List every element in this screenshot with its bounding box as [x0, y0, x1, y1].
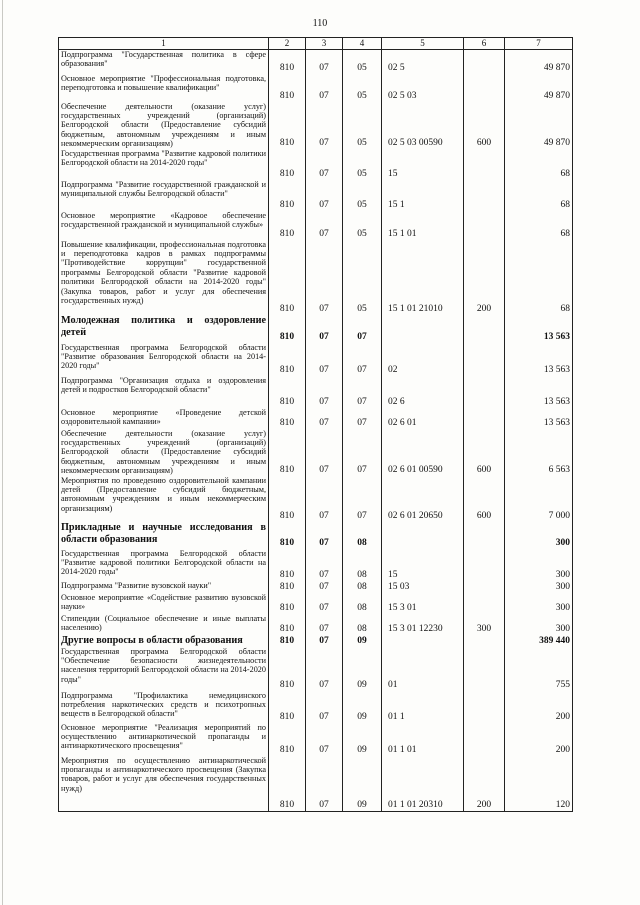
- row-code-target: 02 6 01: [382, 408, 464, 429]
- row-code-subsection: 07: [343, 476, 382, 522]
- table-row: [59, 180, 573, 211]
- table-row: [59, 635, 573, 647]
- row-name: Государственная программа Белгородской области "Развитие образования Белгородской области на 2014-2020 годы": [59, 343, 269, 376]
- row-code-subsection: 05: [343, 180, 382, 211]
- row-code-admin: 810: [269, 614, 306, 635]
- table-row: [59, 211, 573, 240]
- row-code-target: 02 5 03: [382, 74, 464, 102]
- row-amount: 200: [505, 691, 573, 723]
- header-col-6: 6: [464, 38, 505, 50]
- row-code-admin: 810: [269, 315, 306, 343]
- row-code-section: 07: [306, 180, 343, 211]
- budget-table-wrapper: [58, 37, 572, 812]
- row-code-subsection: 08: [343, 522, 382, 549]
- row-code-subsection: 05: [343, 50, 382, 74]
- header-row: [59, 38, 573, 50]
- table-row: [59, 343, 573, 376]
- row-code-subsection: 07: [343, 429, 382, 476]
- row-code-admin: 810: [269, 549, 306, 581]
- row-code-admin: 810: [269, 476, 306, 522]
- row-amount: 49 870: [505, 74, 573, 102]
- row-code-section: 07: [306, 691, 343, 723]
- row-code-expense-type: [464, 149, 505, 180]
- row-name: Основное мероприятие «Проведение детской оздоровительной кампании»: [59, 408, 269, 429]
- row-code-admin: 810: [269, 74, 306, 102]
- row-amount: 68: [505, 149, 573, 180]
- row-code-section: 07: [306, 635, 343, 647]
- row-name: Подпрограмма "Развитие государственной гражданской и муниципальной службы Белгородской области": [59, 180, 269, 211]
- row-code-subsection: 08: [343, 549, 382, 581]
- row-code-admin: 810: [269, 102, 306, 149]
- row-code-section: 07: [306, 74, 343, 102]
- header-col-4: 4: [343, 38, 382, 50]
- row-code-expense-type: [464, 691, 505, 723]
- row-code-admin: 810: [269, 180, 306, 211]
- row-amount: 13 563: [505, 408, 573, 429]
- row-name: Подпрограмма "Развитие вузовской науки": [59, 581, 269, 593]
- table-row: [59, 408, 573, 429]
- row-code-target: 15: [382, 149, 464, 180]
- row-name: Государственная программа Белгородской области "Развитие кадровой политики Белгородской области на 2014-2020 годы": [59, 549, 269, 581]
- row-code-expense-type: [464, 50, 505, 74]
- row-name: Подпрограмма "Государственная политика в сфере образования": [59, 50, 269, 74]
- table-row: [59, 522, 573, 549]
- table-row: [59, 593, 573, 614]
- row-code-expense-type: 600: [464, 476, 505, 522]
- row-name: Подпрограмма "Профилактика немедицинского потребления наркотических средств и психотропных веществ в Белгородской области": [59, 691, 269, 723]
- row-code-section: 07: [306, 756, 343, 812]
- row-code-section: 07: [306, 429, 343, 476]
- row-code-target: 02 6 01 00590: [382, 429, 464, 476]
- row-code-expense-type: [464, 180, 505, 211]
- row-code-target: 02 6: [382, 376, 464, 408]
- row-code-section: 07: [306, 343, 343, 376]
- row-code-expense-type: [464, 343, 505, 376]
- row-name: Прикладные и научные исследования в области образования: [59, 522, 269, 549]
- table-row: [59, 581, 573, 593]
- row-code-expense-type: 300: [464, 614, 505, 635]
- row-code-subsection: 07: [343, 343, 382, 376]
- row-amount: 68: [505, 211, 573, 240]
- header-col-3: 3: [306, 38, 343, 50]
- row-code-target: 02 6 01 20650: [382, 476, 464, 522]
- row-code-subsection: 09: [343, 647, 382, 691]
- row-amount: 13 563: [505, 315, 573, 343]
- table-row: [59, 476, 573, 522]
- table-row: [59, 376, 573, 408]
- row-name: Мероприятия по осуществлению антинаркотической пропаганды и антинаркотического просвещения (Закупка товаров, работ и услуг для обеспечения государственных нужд): [59, 756, 269, 812]
- table-row: [59, 691, 573, 723]
- row-code-subsection: 09: [343, 635, 382, 647]
- row-code-section: 07: [306, 522, 343, 549]
- row-code-target: 15 3 01 12230: [382, 614, 464, 635]
- row-name: Основное мероприятие «Содействие развитию вузовской науки»: [59, 593, 269, 614]
- row-amount: 68: [505, 240, 573, 315]
- row-code-admin: 810: [269, 376, 306, 408]
- row-code-subsection: 09: [343, 723, 382, 756]
- row-code-admin: 810: [269, 593, 306, 614]
- row-amount: 13 563: [505, 343, 573, 376]
- row-amount: 300: [505, 581, 573, 593]
- row-code-target: 01 1 01 20310: [382, 756, 464, 812]
- row-name: Повышение квалификации, профессиональная подготовка и переподготовка кадров в рамках подпрограммы "Противодействие коррупции" государственной программы Белгородской области "Развитие кадровой политики Белгородской области на 2014-2020 годы" (Закупка товаров, работ и услуг для обеспечения государственных нужд): [59, 240, 269, 315]
- table-row: [59, 756, 573, 812]
- row-name: Основное мероприятие "Реализация мероприятий по осуществлению антинаркотической пропаганды и антинаркотического просвещения": [59, 723, 269, 756]
- row-code-section: 07: [306, 549, 343, 581]
- row-code-section: 07: [306, 50, 343, 74]
- row-name: Другие вопросы в области образования: [59, 635, 269, 647]
- table-row: [59, 315, 573, 343]
- row-code-subsection: 07: [343, 315, 382, 343]
- row-code-subsection: 07: [343, 376, 382, 408]
- row-code-target: 01 1 01: [382, 723, 464, 756]
- row-name: Молодежная политика и оздоровление детей: [59, 315, 269, 343]
- row-code-target: 15: [382, 549, 464, 581]
- table-row: [59, 723, 573, 756]
- row-amount: 300: [505, 549, 573, 581]
- row-code-admin: 810: [269, 647, 306, 691]
- row-code-target: 15 3 01: [382, 593, 464, 614]
- row-code-target: [382, 315, 464, 343]
- row-name: Основное мероприятие «Кадровое обеспечение государственной гражданской и муниципальной службы»: [59, 211, 269, 240]
- row-code-subsection: 09: [343, 691, 382, 723]
- row-code-expense-type: [464, 376, 505, 408]
- row-code-section: 07: [306, 476, 343, 522]
- row-code-admin: 810: [269, 149, 306, 180]
- table-body: [59, 50, 573, 812]
- row-code-expense-type: [464, 549, 505, 581]
- table-row: [59, 429, 573, 476]
- row-code-target: 15 1 01: [382, 211, 464, 240]
- row-code-target: 15 03: [382, 581, 464, 593]
- row-code-target: 01 1: [382, 691, 464, 723]
- header-col-5: 5: [382, 38, 464, 50]
- row-code-subsection: 05: [343, 102, 382, 149]
- row-code-target: 15 1: [382, 180, 464, 211]
- row-code-subsection: 08: [343, 581, 382, 593]
- row-code-expense-type: [464, 74, 505, 102]
- row-code-section: 07: [306, 240, 343, 315]
- row-code-expense-type: 200: [464, 240, 505, 315]
- row-code-subsection: 08: [343, 614, 382, 635]
- row-amount: 7 000: [505, 476, 573, 522]
- row-amount: 200: [505, 723, 573, 756]
- row-amount: 13 563: [505, 376, 573, 408]
- row-code-section: 07: [306, 102, 343, 149]
- row-code-section: 07: [306, 211, 343, 240]
- row-code-admin: 810: [269, 50, 306, 74]
- row-code-admin: 810: [269, 691, 306, 723]
- row-code-expense-type: [464, 211, 505, 240]
- table-row: [59, 50, 573, 74]
- table-row: [59, 149, 573, 180]
- row-code-subsection: 05: [343, 240, 382, 315]
- row-amount: 49 870: [505, 50, 573, 74]
- row-name: Основное мероприятие "Профессиональная подготовка, переподготовка и повышение квалификации": [59, 74, 269, 102]
- row-amount: 49 870: [505, 102, 573, 149]
- row-name: Государственная программа "Развитие кадровой политики Белгородской области на 2014-2020 годы": [59, 149, 269, 180]
- row-code-section: 07: [306, 149, 343, 180]
- row-code-admin: 810: [269, 408, 306, 429]
- row-code-expense-type: [464, 408, 505, 429]
- row-code-target: [382, 635, 464, 647]
- row-code-expense-type: [464, 315, 505, 343]
- row-code-expense-type: [464, 635, 505, 647]
- row-amount: 300: [505, 593, 573, 614]
- row-code-expense-type: [464, 723, 505, 756]
- row-code-target: 02 5 03 00590: [382, 102, 464, 149]
- row-code-subsection: 09: [343, 756, 382, 812]
- row-amount: 120: [505, 756, 573, 812]
- table-row: [59, 647, 573, 691]
- row-code-section: 07: [306, 614, 343, 635]
- row-amount: 389 440: [505, 635, 573, 647]
- row-code-section: 07: [306, 581, 343, 593]
- row-amount: 755: [505, 647, 573, 691]
- header-col-2: 2: [269, 38, 306, 50]
- table-row: [59, 549, 573, 581]
- row-code-admin: 810: [269, 211, 306, 240]
- row-code-subsection: 08: [343, 593, 382, 614]
- row-code-subsection: 05: [343, 74, 382, 102]
- row-code-subsection: 05: [343, 149, 382, 180]
- page-number: 110: [312, 18, 328, 29]
- row-code-expense-type: 600: [464, 102, 505, 149]
- row-code-section: 07: [306, 723, 343, 756]
- row-code-target: 02: [382, 343, 464, 376]
- row-code-expense-type: 200: [464, 756, 505, 812]
- table-row: [59, 74, 573, 102]
- row-name: Подпрограмма "Организация отдыха и оздоровления детей и подростков Белгородской области": [59, 376, 269, 408]
- row-name: Государственная программа Белгородской области "Обеспечение безопасности жизнедеятельности населения территорий Белгородской области на 2014-2020 годы": [59, 647, 269, 691]
- row-code-target: 01: [382, 647, 464, 691]
- row-code-expense-type: [464, 581, 505, 593]
- budget-table: [58, 37, 573, 812]
- row-code-admin: 810: [269, 240, 306, 315]
- row-name: Мероприятия по проведению оздоровительной кампании детей (Предоставление субсидий бюджетным, автономным учреждениям и иным некоммерческим организациям): [59, 476, 269, 522]
- row-amount: 300: [505, 614, 573, 635]
- row-code-section: 07: [306, 593, 343, 614]
- row-code-admin: 810: [269, 756, 306, 812]
- row-code-target: [382, 522, 464, 549]
- table-row: [59, 102, 573, 149]
- row-code-admin: 810: [269, 522, 306, 549]
- table-row: [59, 240, 573, 315]
- row-code-section: 07: [306, 408, 343, 429]
- row-name: Стипендии (Социальное обеспечение и иные выплаты населению): [59, 614, 269, 635]
- row-code-target: 02 5: [382, 50, 464, 74]
- row-code-admin: 810: [269, 429, 306, 476]
- row-code-expense-type: [464, 593, 505, 614]
- row-code-target: 15 1 01 21010: [382, 240, 464, 315]
- row-code-expense-type: [464, 522, 505, 549]
- row-amount: 300: [505, 522, 573, 549]
- row-code-subsection: 07: [343, 408, 382, 429]
- row-code-admin: 810: [269, 581, 306, 593]
- row-amount: 6 563: [505, 429, 573, 476]
- row-code-expense-type: 600: [464, 429, 505, 476]
- row-code-admin: 810: [269, 635, 306, 647]
- header-col-1: 1: [59, 38, 269, 50]
- row-code-subsection: 05: [343, 211, 382, 240]
- row-code-admin: 810: [269, 343, 306, 376]
- scan-edge: [2, 0, 3, 905]
- row-code-expense-type: [464, 647, 505, 691]
- table-row: [59, 614, 573, 635]
- row-name: Обеспечение деятельности (оказание услуг) государственных учреждений (организаций) Белгородской области (Предоставление субсидий бюджетным, автономным учреждениям и иным некоммерческим организациям): [59, 102, 269, 149]
- row-code-admin: 810: [269, 723, 306, 756]
- row-name: Обеспечение деятельности (оказание услуг) государственных учреждений (организаций) Белгородской области (Предоставление субсидий бюджетным, автономным учреждениям и иным некоммерческим организациям): [59, 429, 269, 476]
- row-code-section: 07: [306, 376, 343, 408]
- row-code-section: 07: [306, 315, 343, 343]
- header-col-7: 7: [505, 38, 573, 50]
- row-code-section: 07: [306, 647, 343, 691]
- row-amount: 68: [505, 180, 573, 211]
